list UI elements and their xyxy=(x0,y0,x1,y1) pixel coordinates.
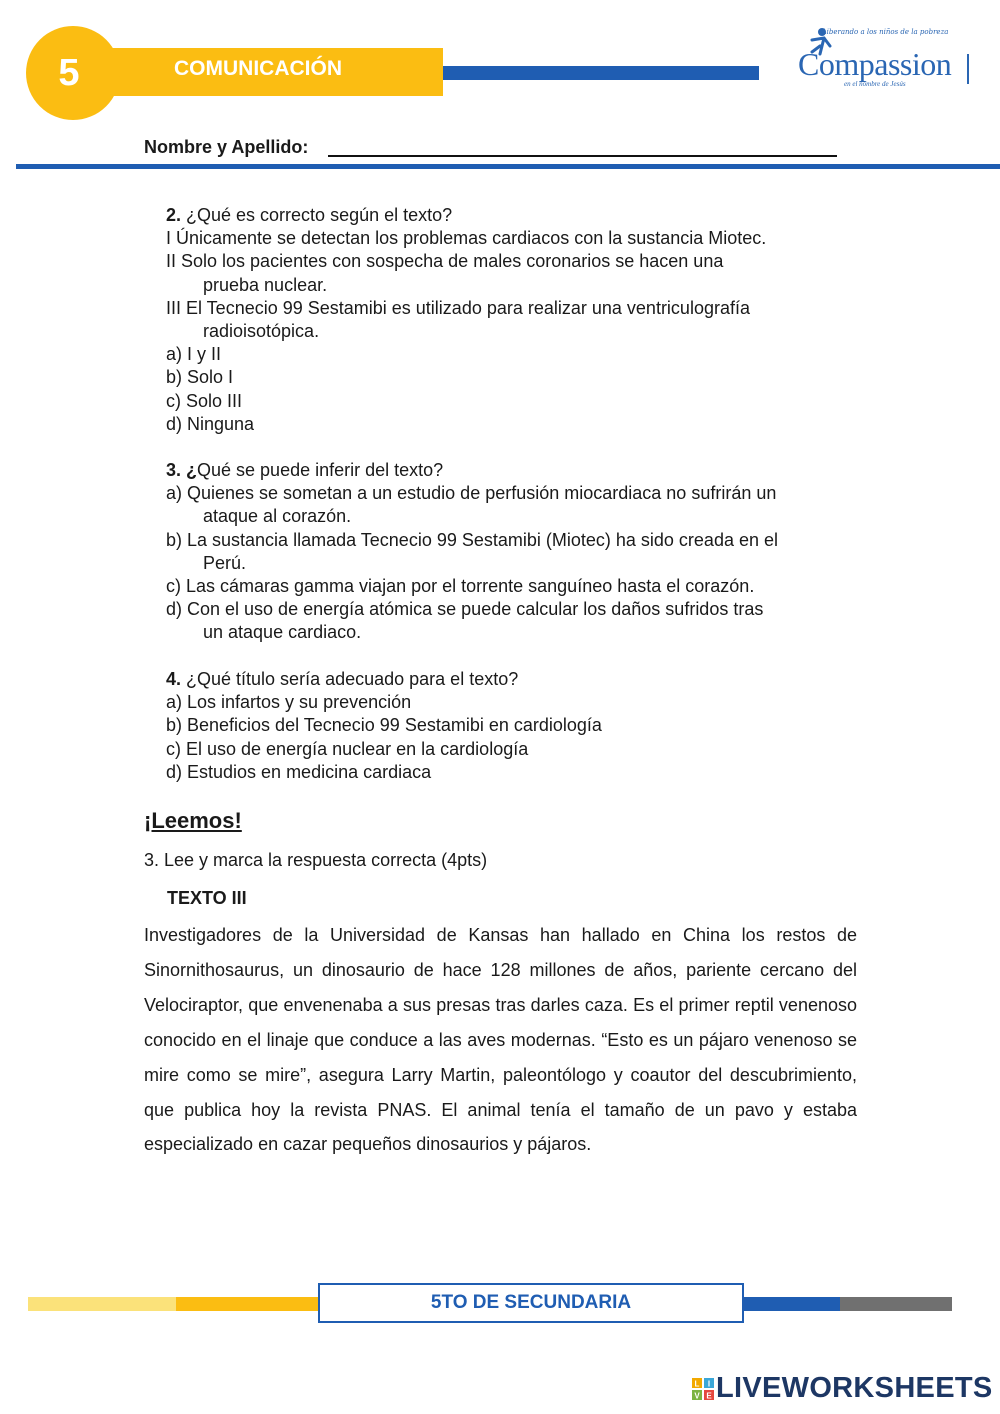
logo-letter: L xyxy=(694,1379,700,1389)
question-number: 2. xyxy=(166,205,182,225)
name-label: Nombre y Apellido: xyxy=(144,137,309,157)
logo-wordmark: Compassion xyxy=(798,46,952,82)
logo-divider xyxy=(967,54,969,84)
answer-option-c[interactable]: c) El uso de energía nuclear en la cardiología xyxy=(166,738,529,759)
footer-grade-label: 5TO DE SECUNDARIA xyxy=(430,1292,632,1313)
subject-title: COMUNICACIÓN xyxy=(174,57,342,80)
grade-number: 5 xyxy=(58,51,80,94)
question-text: Qué se puede inferir del texto? xyxy=(197,460,444,480)
reading-passage: Investigadores de la Universidad de Kansas han hallado en China los restos de Sinornithosaurus, un dinosaurio de hace 128 millones de años, pariente cercano del Velociraptor, que envenenaba a sus presas tras darles caza. Es el primer reptil venenoso conocido en el linaje que conduce a las aves modernas. “Esto es un pájaro venenoso se mire como se mire”, asegura Larry Martin, paleontólogo y coautor del descubrimiento, que publica hoy la revista PNAS. El animal tenía el tamaño de un pavo y estaba especializado en cazar pequeños dinosaurios y pájaros. xyxy=(144,925,857,1155)
option-continuation: Perú. xyxy=(203,552,247,573)
question-prompt xyxy=(166,459,866,482)
logo-subtitle: en el nombre de Jesús xyxy=(844,80,906,88)
question-text: ¿Qué es correcto según el texto? xyxy=(181,205,453,225)
subject-banner xyxy=(98,48,443,96)
footer-stripe-yellow xyxy=(176,1297,320,1311)
answer-option-d[interactable]: d) Ninguna xyxy=(166,413,255,434)
question-2 xyxy=(166,204,866,436)
answer-option-b[interactable]: b) Solo I xyxy=(166,367,234,388)
statement-continuation: radioisotópica. xyxy=(203,321,320,342)
statement: III El Tecnecio 99 Sestamibi es utilizado para realizar una ventriculografía xyxy=(166,297,750,318)
footer-stripe-pale-yellow xyxy=(28,1297,176,1311)
logo-letter: I xyxy=(707,1379,711,1389)
header-blue-stripe xyxy=(443,66,759,80)
option-continuation: un ataque cardiaco. xyxy=(203,622,362,643)
section-title: ¡Leemos! xyxy=(144,808,242,833)
statement-continuation: prueba nuclear. xyxy=(203,274,328,295)
liveworksheets-logo-icon xyxy=(692,1378,714,1400)
text-label: TEXTO III xyxy=(167,888,247,908)
answer-option-a[interactable]: a) Quienes se sometan a un estudio de perfusión miocardiaca no sufrirán un xyxy=(166,483,777,504)
question-number: 4. xyxy=(166,669,182,689)
liveworksheets-watermark: LIVEWORKSHEETS xyxy=(716,1372,993,1404)
answer-option-b[interactable]: b) Beneficios del Tecnecio 99 Sestamibi en cardiología xyxy=(166,715,602,736)
footer-stripe-blue xyxy=(744,1297,840,1311)
logo-letter: E xyxy=(706,1391,712,1400)
question-3 xyxy=(166,459,866,645)
statement: II Solo los pacientes con sospecha de males coronarios se hacen una xyxy=(166,251,724,272)
answer-option-d[interactable]: d) Estudios en medicina cardiaca xyxy=(166,761,432,782)
name-input-line[interactable] xyxy=(328,155,837,157)
question-number: 3. ¿ xyxy=(166,460,198,480)
answer-option-a[interactable]: a) I y II xyxy=(166,344,222,365)
question-4 xyxy=(166,668,866,784)
option-continuation: ataque al corazón. xyxy=(203,506,352,527)
logo-letter: V xyxy=(694,1391,700,1400)
logo-tagline: Liberando a los niños de la pobreza xyxy=(822,28,949,36)
footer-grade-box xyxy=(318,1283,744,1323)
statement: I Únicamente se detectan los problemas cardiacos con la sustancia Miotec. xyxy=(166,228,767,249)
question-prompt xyxy=(166,668,866,691)
grade-badge xyxy=(26,26,120,120)
answer-option-a[interactable]: a) Los infartos y su prevención xyxy=(166,692,412,713)
reading-instruction: 3. Lee y marca la respuesta correcta (4pts) xyxy=(144,850,488,870)
answer-option-b[interactable]: b) La sustancia llamada Tecnecio 99 Sestamibi (Miotec) ha sido creada en el xyxy=(166,529,778,550)
answer-option-c[interactable]: c) Solo III xyxy=(166,390,243,411)
answer-option-d[interactable]: d) Con el uso de energía atómica se puede calcular los daños sufridos tras xyxy=(166,599,764,620)
question-prompt xyxy=(166,204,866,227)
answer-option-c[interactable]: c) Las cámaras gamma viajan por el torrente sanguíneo hasta el corazón. xyxy=(166,576,755,597)
question-text: ¿Qué título sería adecuado para el texto? xyxy=(181,669,519,689)
header-rule xyxy=(16,164,1000,169)
footer-stripe-gray xyxy=(840,1297,952,1311)
